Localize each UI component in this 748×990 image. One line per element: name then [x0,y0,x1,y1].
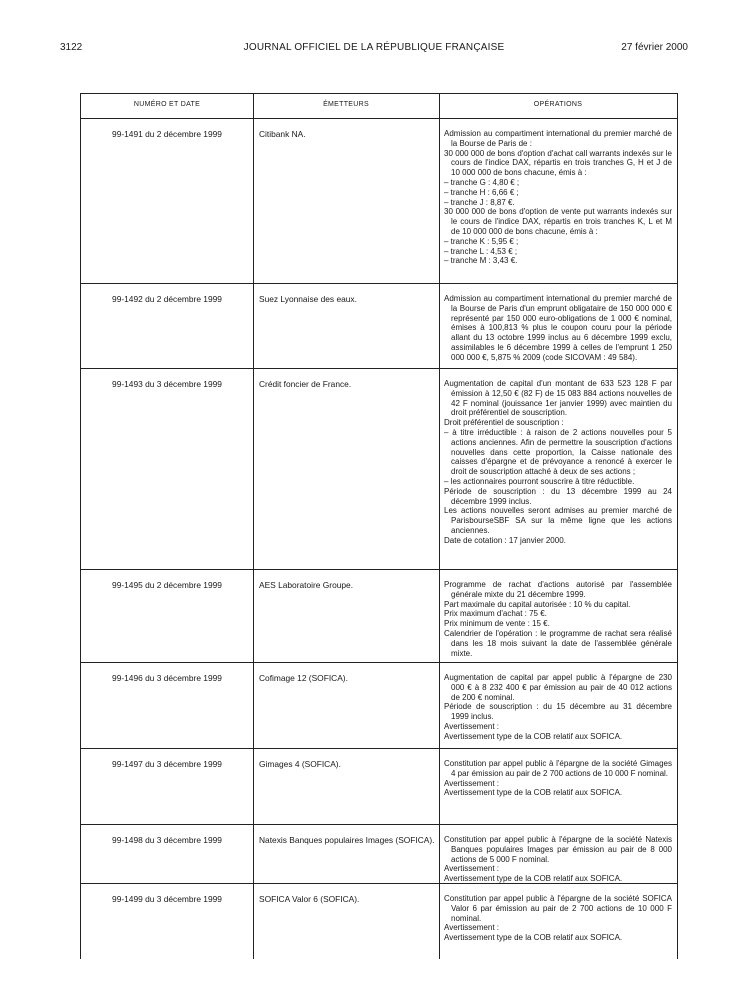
op-line: Augmentation de capital par appel public à l'épargne de 230 000 € à 8 232 400 € par émission au pair de 40 012 actions de 200 € nominal. [444,673,672,702]
op-line: Constitution par appel public à l'épargne de la société SOFICA Valor 6 par émission au pair de 2 700 actions de 10 000 F nominal. [444,894,672,923]
op-line: Constitution par appel public à l'épargne de la société Gimages 4 par émission au pair de 2 700 actions de 10 000 F nominal. [444,759,672,778]
op-line: – à titre irréductible : à raison de 2 actions nouvelles pour 5 actions anciennes. Afin de permettre la souscription d'actions nouvelles dans cette proportion, la Caisse nationale des caisses d'épargne et de prévoyance a renoncé à exercer le droit de souscription attaché à deux de ses actions ; [444,427,672,477]
op-line: Calendrier de l'opération : le programme de rachat sera réalisé dans les 18 mois suivant la date de l'assemblée générale mixte. [444,628,672,658]
row-emetteur: AES Laboratoire Groupe. [259,580,354,590]
header-operations: OPÉRATIONS [533,101,583,108]
row-numero: 99-1492 du 2 décembre 1999 [112,294,222,304]
op-line: – tranche G : 4,80 € ; [444,177,520,187]
table-row [81,570,677,663]
op-line: Prix maximum d'achat : 75 €. [444,609,547,619]
op-line: Avertissement type de la COB relatif aux SOFICA. [444,933,623,943]
table-row [81,884,677,959]
op-line: – tranche J : 8,87 €. [444,197,515,207]
table-row [81,825,677,884]
op-line: Avertissement : [444,864,499,874]
op-line: Les actions nouvelles seront admises au premier marché de ParisbourseSBF SA sur la même ligne que les actions anciennes. [444,506,672,535]
row-numero: 99-1498 du 3 décembre 1999 [112,835,222,845]
op-line: Date de cotation : 17 janvier 2000. [444,535,566,545]
op-line: Avertissement : [444,923,499,933]
page-number: 3122 [60,42,83,53]
table-row [81,369,677,570]
op-line: – tranche H : 6,66 € ; [444,187,519,197]
op-line: Augmentation de capital d'un montant de 633 523 128 F par émission à 12,50 € (82 F) de 15 083 884 actions nouvelles de 42 F nominal (jouissance 1er janvier 1999) avec maintien du droit préférentiel de souscription. [444,379,672,418]
op-line: – les actionnaires pourront souscrire à titre réductible. [444,476,635,486]
issue-date: 27 février 2000 [621,42,688,53]
op-line: Avertissement type de la COB relatif aux SOFICA. [444,874,623,884]
row-emetteur: Citibank NA. [259,129,306,139]
row-numero: 99-1496 du 3 décembre 1999 [112,673,222,683]
header-emetteurs: ÉMETTEURS [323,101,369,108]
table-row [81,749,677,825]
op-line: Prix minimum de vente : 15 €. [444,619,550,629]
row-operations [444,673,672,742]
op-line: Admission au compartiment international du premier marché de la Bourse de Paris de : [444,129,672,148]
row-numero: 99-1493 du 3 décembre 1999 [112,379,222,389]
table-row [81,119,677,284]
row-emetteur: SOFICA Valor 6 (SOFICA). [259,894,360,904]
op-line: Constitution par appel public à l'épargne de la société Natexis Banques populaires Images par émission au pair de 8 000 actions de 5 000 F nominal. [444,835,672,864]
table-row [81,284,677,369]
row-operations [444,894,672,943]
op-line: Droit préférentiel de souscription : [444,418,564,428]
row-numero: 99-1495 du 2 décembre 1999 [112,580,222,590]
op-line: 30 000 000 de bons d'option d'achat call warrants indexés sur le cours de l'indice DAX, répartis en trois tranches G, H et J de 10 000 000 de bons chacune, émis à : [444,148,672,178]
table-row [81,663,677,749]
row-emetteur: Natexis Banques populaires Images (SOFICA). [259,835,435,845]
op-line: Avertissement type de la COB relatif aux SOFICA. [444,731,623,741]
op-line: Programme de rachat d'actions autorisé par l'assemblée générale mixte du 21 décembre 1999. [444,580,672,599]
op-line: – tranche M : 3,43 €. [444,256,518,266]
header-numero: NUMÉRO ET DATE [133,101,201,108]
table-header [81,94,677,119]
op-line: Avertissement : [444,721,499,731]
op-line: Période de souscription : du 13 décembre 1999 au 24 décembre 1999 inclus. [444,486,672,506]
op-line: Période de souscription : du 15 décembre au 31 décembre 1999 inclus. [444,702,672,722]
row-numero: 99-1497 du 3 décembre 1999 [112,759,222,769]
row-operations [444,379,672,546]
op-line: Avertissement type de la COB relatif aux SOFICA. [444,788,623,798]
op-line: – tranche K : 5,95 € ; [444,236,519,246]
row-emetteur: Suez Lyonnaise des eaux. [259,294,357,304]
row-operations [444,129,672,266]
row-operations [444,580,672,658]
row-operations [444,759,672,798]
op-line: – tranche L : 4,53 € ; [444,246,518,256]
operations-table [80,93,678,959]
row-emetteur: Gimages 4 (SOFICA). [259,759,341,769]
op-line: Admission au compartiment international du premier marché de la Bourse de Paris d'un emprunt obligataire de 150 000 000 € représenté par 150 000 euro-obligations de 1 000 € nominal, émises à 100,813 % plus le coupon couru pour la période allant du 13 octobre 1999 inclus au 6 décembre 1999 exclu, assimilables le 6 décembre 1999 à celles de l'emprunt 1 250 000 000 €, 5,875 % 2009 (code SICOVAM : 49 584). [444,294,672,362]
row-emetteur: Crédit foncier de France. [259,379,352,389]
journal-title: JOURNAL OFFICIEL DE LA RÉPUBLIQUE FRANÇAISE [243,42,505,53]
op-line: Part maximale du capital autorisée : 10 % du capital. [444,599,631,609]
op-line: Avertissement : [444,778,499,788]
row-operations [444,294,672,363]
row-numero: 99-1499 du 3 décembre 1999 [112,894,222,904]
row-emetteur: Cofimage 12 (SOFICA). [259,673,348,683]
row-numero: 99-1491 du 2 décembre 1999 [112,129,222,139]
op-line: 30 000 000 de bons d'option de vente put warrants indexés sur le cours de l'indice DAX, répartis en trois tranches K, L et M de 10 000 000 de bons chacune, émis à : [444,207,672,236]
row-operations [444,835,672,884]
page-header [0,42,748,56]
